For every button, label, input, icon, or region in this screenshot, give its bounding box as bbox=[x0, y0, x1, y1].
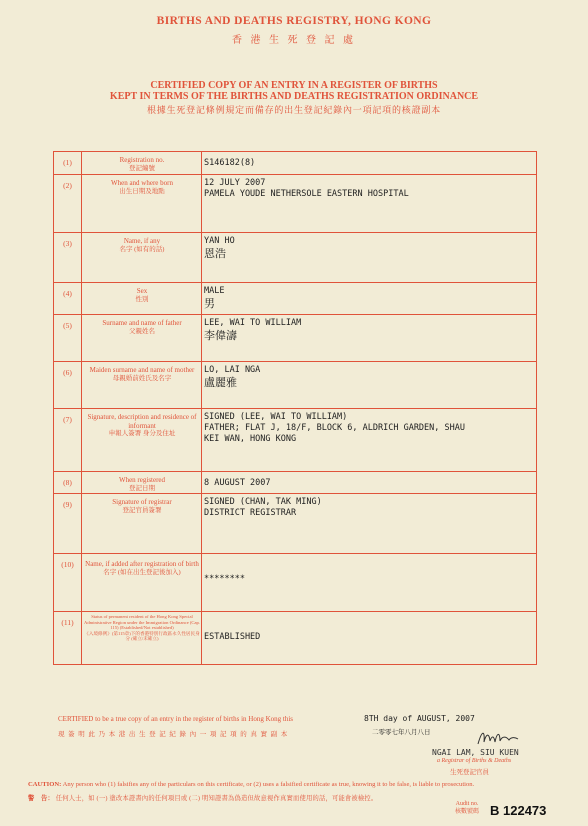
certification-date-chinese: 二零零七年八月八日 bbox=[372, 728, 431, 736]
entry-row-registrar bbox=[54, 493, 536, 553]
entry-row-father bbox=[54, 314, 536, 361]
registry-title: BIRTHS AND DEATHS REGISTRY, HONG KONG bbox=[156, 15, 432, 27]
row-label-en: Sex bbox=[136, 287, 148, 295]
row-value bbox=[204, 286, 532, 311]
row-label bbox=[82, 179, 202, 196]
row-label-zh: 名字 (如有的話) bbox=[119, 245, 165, 253]
register-entry-table bbox=[53, 151, 537, 665]
certification-date: 8TH day of AUGUST, 2007 bbox=[364, 714, 475, 723]
caution-notice-chinese bbox=[28, 793, 588, 802]
row-value bbox=[204, 236, 532, 261]
row-label bbox=[82, 476, 202, 493]
row-value: SIGNED (LEE, WAI TO WILLIAM) FATHER; FLAT J, 18/F, BLOCK 6, ALDRICH GARDEN, SHAU KEI WAN, HONG KONG bbox=[204, 412, 465, 444]
row-label bbox=[82, 287, 202, 304]
entry-row-informant bbox=[54, 408, 536, 471]
certificate-title-line2: KEPT IN TERMS OF THE BIRTHS AND DEATHS REGISTRATION ORDINANCE bbox=[109, 91, 479, 102]
row-label bbox=[82, 560, 202, 577]
entry-row-name bbox=[54, 232, 536, 282]
row-number: (10) bbox=[61, 560, 74, 569]
certification-statement-chinese: 現 簽 明 此 乃 本 港 出 生 登 記 紀 錄 內 一 項 記 項 的 真 實 副 本 bbox=[58, 731, 289, 738]
entry-row-when-where-born bbox=[54, 174, 536, 232]
row-number: (8) bbox=[63, 478, 72, 487]
certification-statement: CERTIFIED to be a true copy of an entry in the register of births in Hong Kong this bbox=[58, 715, 294, 723]
caution-text-chinese: 任何人士，如 (一) 塗改本證書內的任何項目或 (二) 明知證書為偽造但故意視作真實而使用的話，可能會被檢控。 bbox=[55, 795, 378, 802]
row-value: ******** bbox=[204, 574, 245, 584]
entry-row-residency-status bbox=[54, 611, 536, 664]
row-label-en: Signature of registrar bbox=[112, 498, 172, 506]
row-label-en: Signature, description and residence of informant bbox=[87, 413, 197, 430]
row-value-zh: 恩浩 bbox=[204, 247, 226, 260]
row-number: (5) bbox=[63, 321, 72, 330]
row-number: (2) bbox=[63, 181, 72, 190]
row-value-en: MALE bbox=[204, 286, 225, 296]
row-label-zh: 出生日期及地點 bbox=[119, 187, 165, 195]
row-value-en: LEE, WAI TO WILLIAM bbox=[204, 318, 302, 328]
row-label-en: Name, if any bbox=[123, 237, 161, 245]
row-number: (9) bbox=[63, 500, 72, 509]
row-value bbox=[204, 318, 532, 343]
row-label bbox=[82, 614, 202, 642]
row-value: 8 AUGUST 2007 bbox=[204, 478, 271, 488]
row-label-zh: 名字 (如在出生登記後加入) bbox=[103, 568, 181, 576]
registrar-signature bbox=[476, 726, 520, 750]
entry-row-name-added bbox=[54, 553, 536, 611]
audit-serial-number: B 122473 bbox=[490, 803, 547, 818]
audit-number-label bbox=[455, 800, 479, 816]
row-label-en: Name, if added after registration of birth bbox=[85, 560, 199, 568]
caution-notice bbox=[28, 781, 588, 788]
row-label-zh: 申報人簽署 身分及住址 bbox=[108, 430, 176, 437]
row-label bbox=[82, 366, 202, 383]
row-label-zh: 《入境條例》(第115章)下的香港特別行政區永久性居民身分 (確立/未確立) bbox=[84, 630, 200, 642]
row-label bbox=[82, 413, 202, 439]
row-label-zh: 登記編號 bbox=[129, 164, 155, 172]
row-label-zh: 登記日期 bbox=[129, 484, 155, 492]
row-label-en: Surname and name of father bbox=[102, 319, 182, 327]
row-value-zh: 男 bbox=[204, 297, 215, 310]
row-number: (3) bbox=[63, 239, 72, 248]
registry-title-chinese: 香 港 生 死 登 記 處 bbox=[232, 35, 356, 46]
row-number: (7) bbox=[63, 415, 72, 424]
audit-label-zh: 核數號碼 bbox=[455, 809, 480, 815]
row-value-zh: 盧麗雅 bbox=[204, 376, 237, 389]
entry-row-when-registered bbox=[54, 471, 536, 493]
certificate-title-chinese: 根據生死登記條例規定而備存的出生登記紀錄內一項記項的核證副本 bbox=[146, 105, 441, 115]
row-label bbox=[82, 237, 202, 254]
row-value: ESTABLISHED bbox=[204, 632, 261, 642]
row-label-zh: 母親婚前姓氏及名字 bbox=[112, 374, 172, 382]
row-number: (1) bbox=[63, 158, 72, 167]
certificate-title-line1: CERTIFIED COPY OF AN ENTRY IN A REGISTER OF BIRTHS bbox=[150, 80, 438, 91]
row-value-zh: 李偉濤 bbox=[204, 329, 237, 342]
row-value: 12 JULY 2007 PAMELA YOUDE NETHERSOLE EASTERN HOSPITAL bbox=[204, 178, 409, 199]
entry-row-mother bbox=[54, 361, 536, 408]
caution-label-chinese: 警 告： bbox=[28, 795, 54, 802]
row-label bbox=[82, 319, 202, 336]
row-label-zh: 登記官員簽署 bbox=[122, 506, 162, 514]
registrar-title-chinese: 生死登記官員 bbox=[450, 769, 489, 776]
row-label-en: When registered bbox=[118, 476, 166, 484]
caution-label: CAUTION: bbox=[28, 781, 62, 788]
row-number: (6) bbox=[63, 368, 72, 377]
entry-row-sex bbox=[54, 282, 536, 314]
row-number: (11) bbox=[61, 618, 74, 627]
row-label-en: Maiden surname and name of mother bbox=[89, 366, 195, 374]
row-value bbox=[204, 365, 532, 390]
row-value-en: LO, LAI NGA bbox=[204, 365, 261, 375]
caution-text: Any person who (1) falsifies any of the particulars on this certificate, or (2) uses a falsified certificate as true, knowing it to be false, is liable to prosecution. bbox=[62, 781, 475, 788]
audit-label-en: Audit no. bbox=[455, 801, 479, 807]
row-label bbox=[82, 498, 202, 515]
row-label bbox=[82, 156, 202, 173]
row-label-en: When and where born bbox=[110, 179, 173, 187]
entry-row-registration-no bbox=[54, 152, 536, 174]
row-value: SIGNED (CHAN, TAK MING) DISTRICT REGISTRAR bbox=[204, 497, 322, 518]
registrar-title: a Registrar of Births & Deaths bbox=[437, 758, 512, 764]
row-value-en: YAN HO bbox=[204, 236, 235, 246]
row-label-en: Status of permanent resident of the Hong Kong Special Administrative Region under the Immigration Ordinance (Cap. 115) (Established/Not established) bbox=[84, 614, 200, 631]
row-value: S146182(8) bbox=[204, 158, 256, 168]
row-label-zh: 性別 bbox=[135, 295, 149, 303]
registrar-name: NGAI LAM, SIU KUEN bbox=[432, 748, 519, 757]
row-label-en: Registration no. bbox=[119, 156, 165, 164]
row-label-zh: 父親姓名 bbox=[129, 327, 155, 335]
row-number: (4) bbox=[63, 289, 72, 298]
